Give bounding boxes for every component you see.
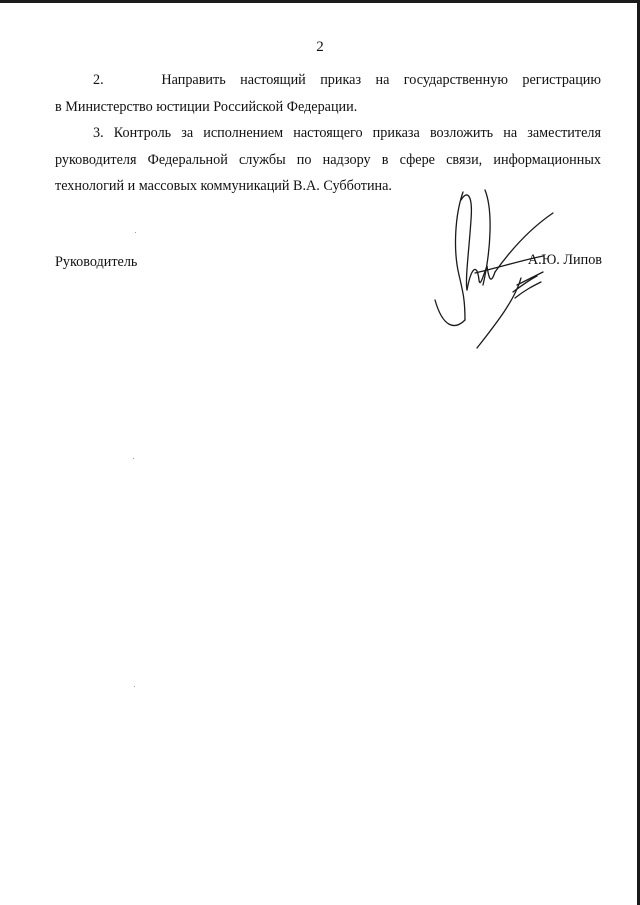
paragraph-2	[55, 67, 601, 120]
scan-speck	[133, 458, 134, 459]
paragraph-3-line-1	[55, 120, 601, 147]
scan-speck	[134, 686, 135, 687]
paragraph-2-line-2: в Министерство юстиции Российской Федерации.	[55, 98, 358, 115]
signatory-position: Руководитель	[55, 254, 138, 270]
paragraph-3-number: 3.	[93, 125, 104, 141]
scan-speck	[135, 232, 136, 233]
scan-edge-top	[0, 0, 640, 3]
page-number: 2	[316, 39, 324, 55]
paragraph-2-number: 2.	[93, 72, 104, 88]
paragraph-2-text-line-1: Направить настоящий приказ на государственную регистрацию	[161, 72, 602, 88]
paragraph-3-line-2: руководителя Федеральной службы по надзору в сфере связи, информационных	[55, 151, 601, 168]
signatory-name: А.Ю. Липов	[527, 252, 602, 268]
paragraph-2-line-1	[55, 67, 601, 94]
paragraph-3-line-3: технологий и массовых коммуникаций В.А. Субботина.	[55, 178, 392, 194]
paragraph-3-text-line-1: Контроль за исполнением настоящего приказа возложить на заместителя	[113, 125, 601, 141]
